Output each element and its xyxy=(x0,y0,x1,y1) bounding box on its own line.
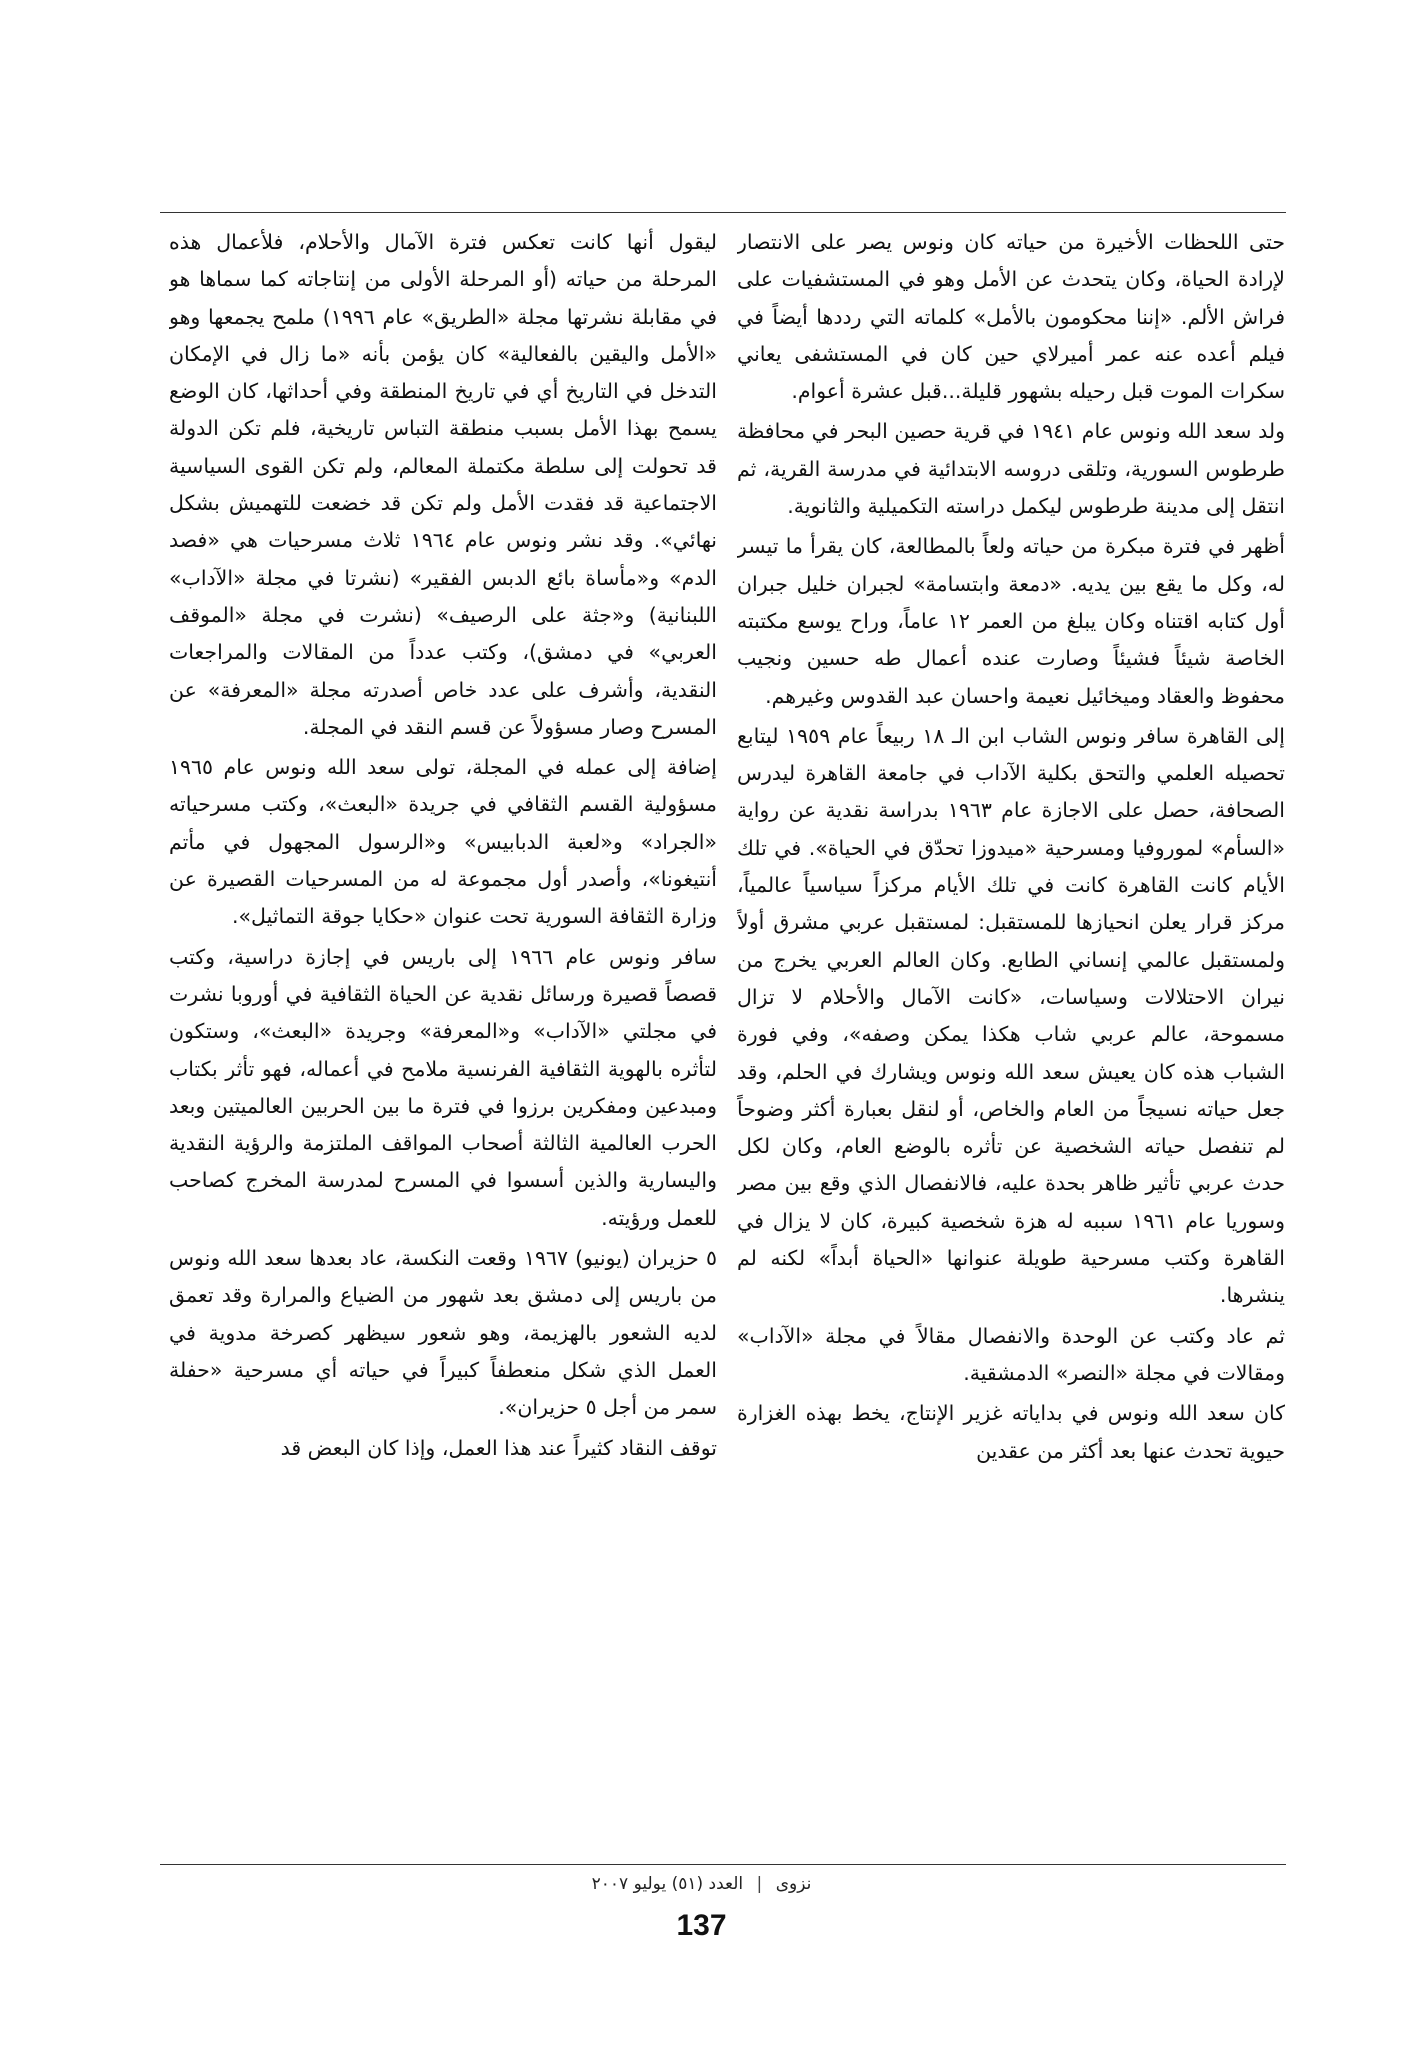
running-footer xyxy=(0,1872,1403,1896)
footer-separator: | xyxy=(756,1874,763,1894)
paragraph: كان سعد الله ونوس في بداياته غزير الإنتاج، يخط بهذه الغزارة حيوية تحدث عنها بعد أكثر من عقدين xyxy=(737,1401,1285,1463)
top-rule xyxy=(160,212,1286,213)
paragraph: إلى القاهرة سافر ونوس الشاب ابن الـ ١٨ ربيعاً عام ١٩٥٩ ليتابع تحصيله العلمي والتحق بكلية الآداب في جامعة القاهرة ليدرس الصحافة، حصل على الاجازة عام ١٩٦٣ بدراسة نقدية عن رواية «السأم» لموروفيا ومسرحية «ميدوزا تحدّق في الحياة». في تلك الأيام كانت القاهرة كانت في تلك الأيام مركزاً سياسياً عالمياً، مركز قرار يعلن انحيازها للمستقبل: لمستقبل عربي مشرق أولاً ولمستقبل عالمي إنساني الطابع. وكان العالم العربي يخرج من نيران الاحتلالات وسياسات، «كانت الآمال والأحلام لا تزال مسموحة، عالم عربي شاب هكذا يمكن وصفه»، وفي فورة الشباب هذه كان يعيش سعد الله ونوس ويشارك في الحلم، وقد جعل حياته نسيجاً من العام والخاص، أو لنقل بعبارة أكثر وضوحاً لم تنفصل حياته الشخصية عن تأثره بالوضع العام، وكان لكل حدث عربي تأثير ظاهر بحدة عليه، فالانفصال الذي وقع بين مصر وسوريا عام ١٩٦١ سببه له هزة شخصية كبيرة، كان لا يزال في القاهرة وكتب مسرحية طويلة عنوانها «الحياة أبداً» لكنه لم ينشرها. xyxy=(737,723,1285,1308)
paragraph: توقف النقاد كثيراً عند هذا العمل، وإذا كان البعض قد xyxy=(280,1435,717,1460)
paragraph: ٥ حزيران (يونيو) ١٩٦٧ وقعت النكسة، عاد بعدها سعد الله ونوس من باريس إلى دمشق بعد شهور من الضياع والمرارة وقد تعمق لديه الشعور بالهزيمة، وهو شعور سيظهر كصرخة مدوية في العمل الذي شكل منعطفاً كبيراً في حياته أي مسرحية «حفلة سمر من أجل ٥ حزيران». xyxy=(169,1246,717,1420)
issue-info: العدد (٥١) يوليو ٢٠٠٧ xyxy=(591,1874,744,1894)
paragraph: ليقول أنها كانت تعكس فترة الآمال والأحلام، فلأعمال هذه المرحلة من حياته (أو المرحلة الأولى من إنتاجاته كما سماها هو في مقابلة نشرتها مجلة «الطريق» عام ١٩٩٦) ملمح يجمعها وهو «الأمل واليقين بالفعالية» كان يؤمن بأنه «ما زال في الإمكان التدخل في التاريخ أي في تاريخ المنطقة وفي أحداثها، كان الوضع يسمح بهذا الأمل بسبب منطقة التباس تاريخية، فلم تكن الدولة قد تحولت إلى سلطة مكتملة المعالم، ولم تكن القوى السياسية الاجتماعية قد فقدت الأمل ولم تكن قد خضعت للتهميش بشكل نهائي». وقد نشر ونوس عام ١٩٦٤ ثلاث مسرحيات هي «فصد الدم» و«مأساة بائع الدبس الفقير» (نشرتا في مجلة «الآداب» اللبنانية) و«جثة على الرصيف» (نشرت في مجلة «الموقف العربي» في دمشق)، وكتب عدداً من المقالات والمراجعات النقدية، وأشرف على عدد خاص أصدرته مجلة «المعرفة» عن المسرح وصار مسؤولاً عن قسم النقد في المجلة. xyxy=(169,230,717,739)
paragraph: ولد سعد الله ونوس عام ١٩٤١ في قرية حصين البحر في محافظة طرطوس السورية، وتلقى دروسه الابتدائية في مدرسة القرية، ثم انتقل إلى مدينة طرطوس ليكمل دراسته التكميلية والثانوية. xyxy=(737,419,1285,519)
bottom-rule xyxy=(160,1864,1286,1865)
magazine-name: نزوى xyxy=(775,1874,812,1894)
page-number: 137 xyxy=(676,1909,727,1942)
article-column-left xyxy=(169,224,717,1854)
paragraph: سافر ونوس عام ١٩٦٦ إلى باريس في إجازة دراسية، وكتب قصصاً قصيرة ورسائل نقدية عن الحياة الثقافية في أوروبا نشرت في مجلتي «الآداب» و«المعرفة» وجريدة «البعث»، وستكون لتأثره بالهوية الثقافية الفرنسية ملامح في أعماله، فهو تأثر بكتاب ومبدعين ومفكرين برزوا في فترة ما بين الحربين العالميتين وبعد الحرب العالمية الثالثة أصحاب المواقف الملتزمة والرؤية النقدية واليسارية والذين أسسوا في المسرح لمدرسة المخرج كصاحب للعمل ورؤيته. xyxy=(169,944,717,1230)
paragraph: إضافة إلى عمله في المجلة، تولى سعد الله ونوس عام ١٩٦٥ مسؤولية القسم الثقافي في جريدة «البعث»، وكتب مسرحياته «الجراد» و«لعبة الدبابيس» و«الرسول المجهول في مأتم أنتيغونا»، وأصدر أول مجموعة له من المسرحيات القصيرة عن وزارة الثقافة السورية تحت عنوان «حكايا جوقة التماثيل». xyxy=(169,755,717,929)
paragraph: ثم عاد وكتب عن الوحدة والانفصال مقالاً في مجلة «الآداب» ومقالات في مجلة «النصر» الدمشقية. xyxy=(737,1323,1285,1385)
article-column-right xyxy=(737,224,1285,1854)
paragraph: حتى اللحظات الأخيرة من حياته كان ونوس يصر على الانتصار لإرادة الحياة، وكان يتحدث عن الأمل وهو في المستشفيات على فراش الألم. «إننا محكومون بالأمل» كلماته التي رددها أيضاً في فيلم أعده عنه عمر أميرلاي حين كان في المستشفى يعاني سكرات الموت قبل رحيله بشهور قليلة...قبل عشرة أعوام. xyxy=(737,230,1285,404)
paragraph: أظهر في فترة مبكرة من حياته ولعاً بالمطالعة، كان يقرأ ما تيسر له، وكل ما يقع بين يديه. «دمعة وابتسامة» لجبران خليل جبران أول كتابه اقتناه وكان يبلغ من العمر ١٢ عاماً، وراح يوسع مكتبته الخاصة شيئاً فشيئاً وصارت عنده أعمال طه حسين ونجيب محفوظ والعقاد وميخائيل نعيمة واحسان عبد القدوس وغيرهم. xyxy=(737,534,1285,708)
